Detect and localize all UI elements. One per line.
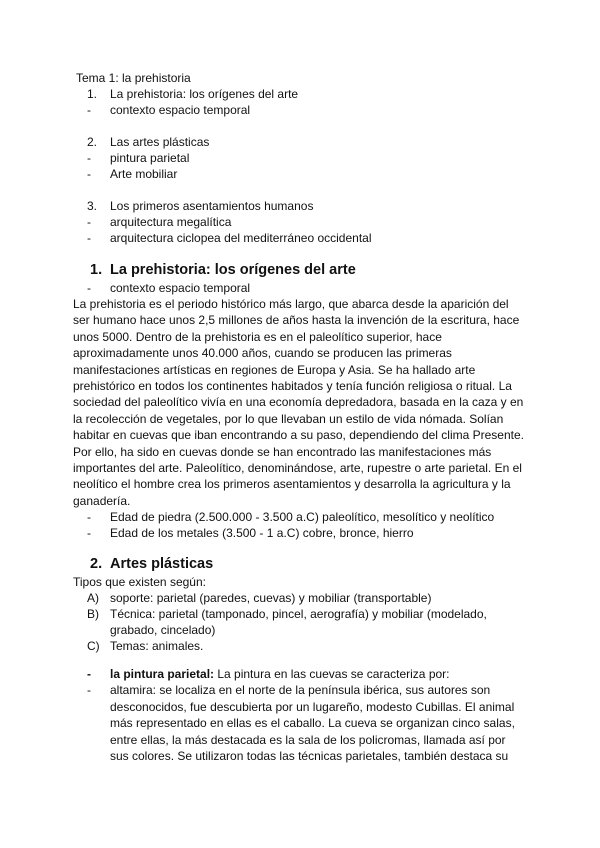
type-item-b xyxy=(73,606,523,638)
section-2-title: Artes plásticas xyxy=(110,556,214,573)
section-1-title: La prehistoria: los orígenes del arte xyxy=(110,262,356,278)
type-text: Técnica: parietal (tamponado, pincel, aerografía) y mobiliar (modelado, xyxy=(110,607,487,622)
dash-marker: - xyxy=(87,215,91,229)
age-label: Edad de piedra (2.500.000 - 3.500 a.C) paleolítico, mesolítico y neolítico xyxy=(110,510,495,525)
age-item xyxy=(73,525,523,541)
letter-marker: C) xyxy=(87,639,100,654)
toc-marker-2: 2. xyxy=(87,135,98,149)
pintura-parietal-item xyxy=(73,666,523,682)
paragraph-line: Por ello, ha sido en cuevas donde se han encontrado las manifestaciones más xyxy=(73,444,492,459)
altamira-line: sus colores. Se utilizaron todas las técnicas parietales, también destaca su xyxy=(110,748,509,763)
toc-section-2 xyxy=(73,134,523,150)
letter-marker: B) xyxy=(87,607,99,622)
dash-marker: - xyxy=(87,231,91,245)
paragraph-line: La prehistoria es el periodo histórico más largo, que abarca desde la aparición del xyxy=(73,297,509,311)
section-1-marker: 1. xyxy=(90,262,103,278)
toc-sub-item xyxy=(73,214,523,230)
document-content xyxy=(73,70,523,764)
paragraph-line: unos 5000. Dentro de la prehistoria es en el paleolítico superior, hace xyxy=(73,329,442,344)
altamira-line: desconocidos, fue descubierta por un lugareño, modesto Cubillas. El animal xyxy=(110,699,515,714)
paragraph-line: ser humano hace unos 2,5 millones de años hasta la invención de la escritura, hace xyxy=(73,313,520,328)
type-item-c xyxy=(73,638,523,654)
section-1-sub xyxy=(73,280,523,296)
type-text: grabado, cincelado) xyxy=(110,623,216,638)
paragraph-line: ganadería. xyxy=(73,493,131,508)
pintura-parietal-label: la pintura parietal: xyxy=(110,667,215,682)
altamira-line: altamira: se localiza en el norte de la península ibérica, sus autores son xyxy=(110,683,491,698)
letter-marker: A) xyxy=(87,591,99,606)
section-2-intro: Tipos que existen según: xyxy=(73,575,206,590)
toc-section-3 xyxy=(73,198,523,214)
pintura-parietal-text: La pintura en las cuevas se caracteriza por: xyxy=(214,667,450,682)
toc-marker-1: 1. xyxy=(87,87,98,101)
paragraph-line: importantes del arte. Paleolítico, denominándose, arte, rupestre o arte parietal. En el xyxy=(73,461,522,476)
paragraph-line: habitar en cuevas que iban encontrando a su paso, dependiendo del clima Presente. xyxy=(73,428,524,443)
dash-marker: - xyxy=(87,526,91,541)
section-2-marker: 2. xyxy=(90,556,103,573)
dash-marker: - xyxy=(87,281,91,295)
toc-sub-label: arquitectura megalítica xyxy=(110,215,232,229)
dash-marker: - xyxy=(87,103,91,117)
type-text: Temas: animales. xyxy=(110,639,204,654)
toc-title: Tema 1: la prehistoria xyxy=(76,71,191,85)
toc-label-2: Las artes plásticas xyxy=(110,135,210,149)
type-text: soporte: parietal (paredes, cuevas) y mobiliar (transportable) xyxy=(110,591,432,606)
toc-marker-3: 3. xyxy=(87,199,98,213)
toc-section-1 xyxy=(73,86,523,102)
dash-marker: - xyxy=(87,151,91,165)
toc-sub-label: Arte mobiliar xyxy=(110,167,178,181)
paragraph-line: la recolección de vegetales, por lo que llevaban un estilo de vida nómada. Solían xyxy=(73,411,504,426)
toc-sub-item xyxy=(73,150,523,166)
paragraph-line: prehistórico en todos los continentes habitados y tenía función religiosa o ritual. La xyxy=(73,379,512,394)
altamira-line: más representado en ellas es el caballo. La cueva se organizan cinco salas, xyxy=(110,716,515,731)
paragraph-line: manifestaciones artísticas en regiones de Europa y Asia. Se ha hallado arte xyxy=(73,362,476,377)
toc-sub-label: contexto espacio temporal xyxy=(110,103,251,117)
paragraph-line: sociedad del paleolítico vivía en una economía depredadora, basada en la caza y en xyxy=(73,395,524,410)
altamira-line: entre ellas, la más destacada es la sala de los policromas, llamada así por xyxy=(110,732,506,747)
paragraph-line: neolítico el hombre crea los primeros asentamientos y desarrolla la agricultura y la xyxy=(73,477,511,492)
section-2-heading xyxy=(73,554,523,574)
age-label: Edad de los metales (3.500 - 1 a.C) cobre, bronce, hierro xyxy=(110,526,414,541)
toc-sub-item xyxy=(73,102,523,118)
altamira-item xyxy=(73,682,523,764)
dash-marker: - xyxy=(87,510,91,525)
type-item-a xyxy=(73,590,523,606)
section-1-paragraph xyxy=(73,296,523,509)
dash-marker: - xyxy=(87,683,91,698)
dash-marker: - xyxy=(87,167,91,181)
toc-sub-label: arquitectura ciclopea del mediterráneo occidental xyxy=(110,231,372,245)
dash-marker: - xyxy=(87,667,91,682)
section-1-heading xyxy=(73,260,523,280)
toc-label-1: La prehistoria: los orígenes del arte xyxy=(110,87,299,101)
section-1-sub-label: contexto espacio temporal xyxy=(110,281,251,295)
age-item xyxy=(73,509,523,525)
toc-label-3: Los primeros asentamientos humanos xyxy=(110,199,314,213)
toc-sub-item xyxy=(73,230,523,246)
toc-sub-label: pintura parietal xyxy=(110,151,190,165)
paragraph-line: aproximadamente unos 40.000 años, cuando se producen las primeras xyxy=(73,346,452,361)
toc-sub-item xyxy=(73,166,523,182)
